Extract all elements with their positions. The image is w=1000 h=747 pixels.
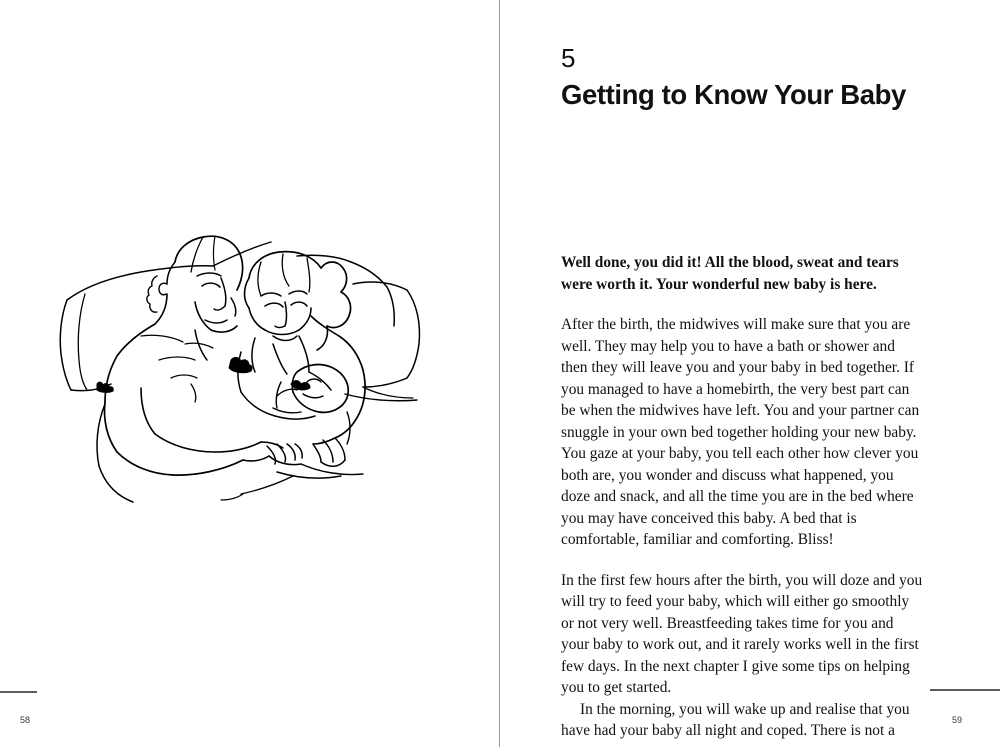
body-paragraph-2: In the first few hours after the birth, you will doze and you will try to feed your baby, which will either go smoothly or not very well. Breastfeeding takes time for you and your baby to work out, and it rarely works well in the first few days. In the next chapter I give some tips on helping you to get started.	[561, 571, 923, 696]
lede-paragraph: Well done, you did it! All the blood, sweat and tears were worth it. Your wonderful new baby is here.	[561, 254, 899, 293]
body-text-block	[561, 252, 923, 742]
page-number-right: 59	[951, 715, 962, 725]
body-paragraph-1: After the birth, the midwives will make sure that you are well. They may help you to have a bath or shower and then they will leave you and your baby in bed together. If you managed to have a homebirth, the very best part can be when the midwives have left. You and your partner can snuggle in your own bed together holding your new baby. You gaze at your baby, you tell each other how clever you both are, you wonder and discuss what happened, you doze and snack, and all the time you are in the bed where you may have conceived this baby. A bed that is comfortable, familiar and comforting. Bliss!	[561, 316, 920, 548]
left-page	[0, 0, 499, 747]
folio-rule-right	[930, 689, 1000, 691]
family-in-bed-illustration	[45, 232, 435, 512]
chapter-title: Getting to Know Your Baby	[561, 78, 906, 110]
chapter-heading-block	[561, 44, 931, 110]
body-paragraph-3: In the morning, you will wake up and realise that you have had your baby all night and coped. There is not a	[561, 700, 910, 739]
page-number-left: 58	[20, 715, 31, 725]
right-page	[500, 0, 1000, 747]
folio-rule-left	[0, 691, 37, 693]
chapter-number: 5	[561, 43, 576, 73]
